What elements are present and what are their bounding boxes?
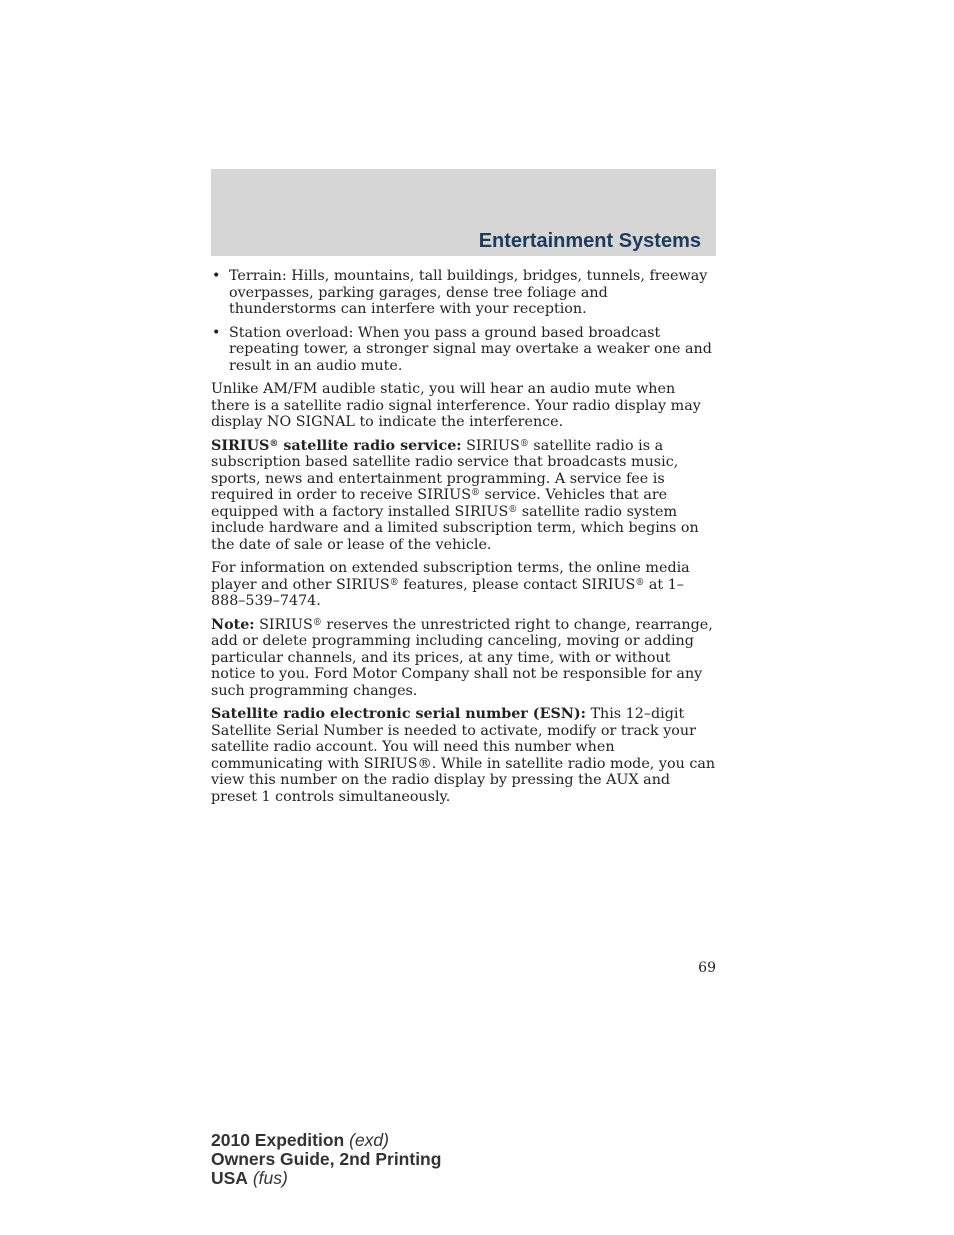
paragraph-contact-info: For information on extended subscription terms, the online media player and other SIRIUS® features, please contact SIRIUS® at 1–888–539–7474. (211, 560, 690, 609)
paragraph-note: Note: SIRIUS® reserves the unrestricted right to change, rearrange, add or delete programming including canceling, moving or adding particular channels, and its prices, at any time, with or without notice to you. Ford Motor Company shall not be responsible for any such programming changes. (211, 616, 713, 699)
footer-line-region: USA (fus) (211, 1168, 288, 1188)
footer-line-guide: Owners Guide, 2nd Printing (211, 1149, 442, 1169)
note-label: Note: (211, 616, 255, 633)
section-header-band (211, 169, 716, 256)
list-item: • Station overload: When you pass a ground based broadcast repeating tower, a stronger signal may overtake a weaker one and result in an audio mute. (211, 325, 717, 375)
footer-edition-info (211, 1131, 441, 1188)
footer-line-model: 2010 Expedition (exd) (211, 1130, 389, 1150)
paragraph-audio-mute: Unlike AM/FM audible static, you will hear an audio mute when there is a satellite radio signal interference. Your radio display may display NO SIGNAL to indicate the interference. (211, 381, 701, 430)
paragraph-sirius-service: SIRIUS® satellite radio service: SIRIUS® satellite radio is a subscription based satellite radio service that broadcasts music, sports, news and entertainment programming. A service fee is required in order to receive SIRIUS® service. Vehicles that are equipped with a factory installed SIRIUS® satellite radio system include hardware and a limited subscription term, which begins on the date of sale or lease of the vehicle. (211, 437, 699, 553)
paragraph-esn: Satellite radio electronic serial number (ESN): This 12–digit Satellite Serial Number is needed to activate, modify or track your satellite radio account. You will need this number when communicating with SIRIUS®. While in satellite radio mode, you can view this number on the radio display by pressing the AUX and preset 1 controls simultaneously. (211, 706, 716, 805)
page-number: 69 (698, 960, 716, 976)
sirius-service-heading: SIRIUS® satellite radio service: (211, 437, 462, 454)
page-content (211, 268, 717, 812)
esn-heading: Satellite radio electronic serial number (ESN): (211, 706, 586, 722)
list-item: • Terrain: Hills, mountains, tall buildings, bridges, tunnels, freeway overpasses, parking garages, dense tree foliage and thunderstorms can interfere with your reception. (211, 268, 717, 318)
section-title: Entertainment Systems (478, 230, 701, 252)
bullet-list (211, 268, 717, 374)
